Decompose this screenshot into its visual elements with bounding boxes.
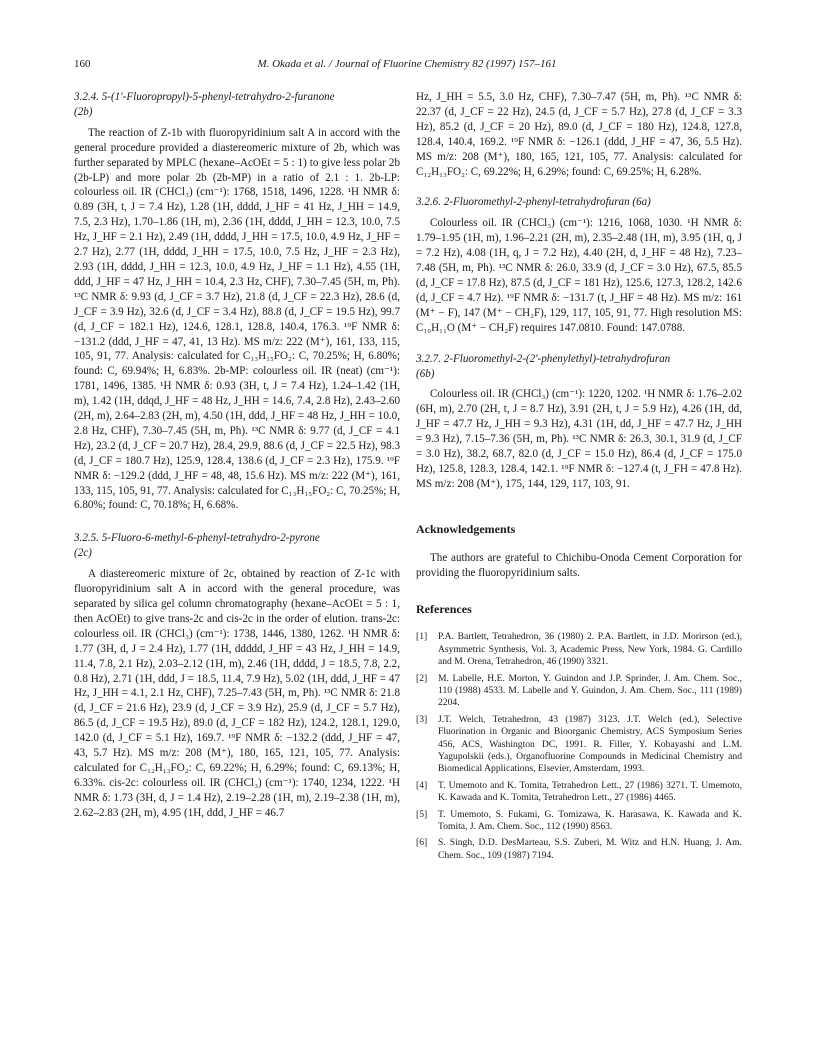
- acknowledgements-body: The authors are grateful to Chichibu-Onoda Cement Corporation for providing the fluoropyridinium salts.: [416, 551, 742, 579]
- section-3-2-5-continued: Hz, J_HH = 5.5, 3.0 Hz, CHF), 7.30–7.47 (5H, m, Ph). ¹³C NMR δ: 22.37 (d, J_CF = 22 Hz), 24.5 (d, J_CF = 5.7 Hz), 27.8 (d, J_CF = 3.3 Hz), 85.2 (d, J_CF = 20 Hz), 89.0 (d, J_CF = 180 Hz), 124.8, 127.8, 128.4, 140.4, 169.2. ¹⁹F NMR δ: −126.1 (ddd, J_HF = 47, 36, 5.5 Hz). MS m/z: 208 (M⁺), 180, 165, 121, 105, 77. Analysis: calculated for C₁₂H₁₃FO₂: C, 69.22%; H, 6.29%; found: C, 69.25%; H, 6.28%.: [416, 91, 742, 178]
- acknowledgements-heading: Acknowledgements: [416, 521, 516, 536]
- journal-citation: M. Okada et al. / Journal of Fluorine Chemistry 82 (1997) 157–161: [257, 58, 557, 70]
- references-heading: References: [416, 602, 472, 617]
- section-3-2-5-title: 3.2.5. 5-Fluoro-6-methyl-6-phenyl-tetrahydro-2-pyrone (2c): [74, 532, 320, 560]
- reference-item: [5] T. Umemoto, S. Fukami, G. Tomizawa, K. Harasawa, K. Kawada and K. Tomita, J. Am. Chem. Soc., 112 (1990) 8563.: [416, 808, 742, 833]
- reference-item: [6] S. Singh, D.D. DesMarteau, S.S. Zuberi, M. Witz and H.N. Huang, J. Am. Chem. Soc., 109 (1987) 7194.: [416, 837, 742, 861]
- section-3-2-5-body: A diastereomeric mixture of 2c, obtained by reaction of Z-1c with fluoropyridinium salt A in accord with the general procedure, was separated by silica gel column chromatography (hexane–AcOEt = 5 : 1, then AcOEt) to give trans-2c and cis-2c in the order of elution. trans-2c: colourless oil. IR (CHCl₃) (cm⁻¹): 1738, 1446, 1380, 1262. ¹H NMR δ: 1.77 (3H, d, J = 2.4 Hz), 1.77 (1H, ddddd, J_HF = 43 Hz, J_HH = 14.9, 11.4, 7.8, 2.1 Hz), 2.03–2.12 (1H, m), 2.46 (1H, dddd, J = 18.5, 7.8, 2.2, 0.8 Hz), 2.71 (1H, ddd, J = 18.5, 11.4, 7.9 Hz), 5.02 (1H, ddd, J_HF = 47 Hz, J_HH = 4.1, 2.1 Hz, CHF), 7.25–7.43 (5H, m, Ph). ¹³C NMR δ: 21.8 (d, J_CF = 21.6 Hz), 23.9 (d, J_CF = 3.9 Hz), 25.9 (d, J_CF = 5.7 Hz), 86.5 (d, J_CF = 19.5 Hz), 89.0 (d, J_CF = 182 Hz), 124.2, 128.1, 129.0, 142.0 (d, J_CF = 5.1 Hz), 169.7. ¹⁹F NMR δ: −132.2 (ddd, J_HF = 47, 43, 5.7 Hz). MS m/z: 208 (M⁺), 180, 165, 121, 105, 77. Analysis: calculated for C₁₂H₁₃FO₂: C, 69.22%; H, 6.29%; found: C, 69.13%; H, 6.33%. cis-2c: colourless oil. IR (CHCl₃) (cm⁻¹): 1740, 1234, 1222. ¹H NMR δ: 1.73 (3H, d, J = 1.4 Hz), 2.19–2.28 (1H, m), 2.19–2.38 (1H, m), 2.62–2.83 (2H, m), 4.95 (1H, ddd, J_HF = 46.7: [74, 568, 400, 819]
- right-column: [416, 90, 742, 866]
- page-number: 160: [74, 58, 91, 70]
- reference-item: [3] J.T. Welch, Tetrahedron, 43 (1987) 3123. J.T. Welch (ed.), Selective Fluorination in Organic and Bioorganic Chemistry, ACS Symposium Series 456, ACS, Washington DC, 1991. R. Filler, Y. Kobayashi and L.M. Yagupolskii (eds.), Organofluorine Compounds in Medicinal Chemistry and Biomedical Applications, Elsevier, Amsterdam, 1993.: [416, 713, 742, 775]
- section-3-2-7-body: Colourless oil. IR (CHCl₃) (cm⁻¹): 1220, 1202. ¹H NMR δ: 1.76–2.02 (6H, m), 2.70 (2H, t, J = 8.7 Hz), 3.91 (2H, t, J = 5.9 Hz), 4.26 (1H, dd, J_HF = 47.7 Hz, J_HH = 9.3 Hz), 4.31 (1H, dd, J_HF = 47.7 Hz, J_HH = 9.3 Hz), 7.15–7.36 (5H, m, Ph). ¹³C NMR δ: 26.3, 30.1, 31.9 (d, J_CF = 3.0 Hz), 38.2, 68.7, 82.0 (d, J_CF = 15.0 Hz), 86.4 (d, J_CF = 175.0 Hz), 125.8, 128.3, 128.4, 142.1. ¹⁹F NMR δ: −127.4 (t, J_FH = 47.8 Hz). MS m/z: 208 (M⁺), 175, 144, 129, 117, 103, 91.: [416, 388, 742, 490]
- reference-item: [4] T. Umemoto and K. Tomita, Tetrahedron Lett., 27 (1986) 3271. T. Umemoto, K. Kawada and K. Tomita, Tetrahedron Lett., 27 (1986) 4465.: [416, 779, 742, 804]
- reference-item: [1] P.A. Bartlett, Tetrahedron, 36 (1980) 2. P.A. Bartlett, in J.D. Morirson (ed.), Asymmetric Synthesis, Vol. 3, Academic Press, New York, 1984. G. Cardillo and M. Orena, Tetrahedron, 46 (1990) 3321.: [416, 631, 742, 668]
- reference-item: [2] M. Labelle, H.E. Morton, Y. Guindon and J.P. Sprinder, J. Am. Chem. Soc., 110 (1988) 4533. M. Labelle and Y. Guindon, J. Am. Chem. Soc., 111 (1989) 2204.: [416, 672, 742, 709]
- left-column: [74, 90, 400, 821]
- reference-list: [416, 631, 742, 862]
- section-3-2-4-body: The reaction of Z-1b with fluoropyridinium salt A in accord with the general procedure provided a diastereomeric mixture of 2b, which was further separated by MPLC (hexane–AcOEt = 5 : 1) to give less polar 2b (2b-LP) and more polar 2b (2b-MP) in a ratio of 2.1 : 1. 2b-LP: colourless oil. IR (CHCl₃) (cm⁻¹): 1768, 1518, 1496, 1228. ¹H NMR δ: 0.89 (3H, t, J = 7.4 Hz), 1.28 (1H, dddd, J_HF = 41 Hz, J_HH = 14.9, 7.5, 2.3 Hz), 1.70–1.86 (1H, m), 2.36 (1H, dddd, J_HH = 12.3, 10.0, 7.5 Hz, J_HF = 2.1 Hz), 2.49 (1H, dddd, J_HH = 17.5, 10.0, 4.9 Hz, J_HF = 2.7 Hz), 2.77 (1H, dddd, J_HH = 17.5, 10.0, 7.5 Hz, J_HF = 2.3 Hz), 2.93 (1H, dddd, J_HH = 12.3, 10.0, 4.9 Hz, J_HF = 1.1 Hz), 4.55 (1H, ddd, J_HF = 47 Hz, J_HH = 10.4, 2.3 Hz, CHF), 7.30–7.45 (5H, m, Ph). ¹³C NMR δ: 9.93 (d, J_CF = 3.7 Hz), 21.8 (d, J_CF = 22.3 Hz), 28.6 (d, J_CF = 3.9 Hz), 32.6 (d, J_CF = 3.4 Hz), 88.8 (d, J_CF = 19.5 Hz), 99.7 (d, J_CF = 182.1 Hz), 124.6, 128.1, 128.8, 140.4, 176.3. ¹⁹F NMR δ: −131.2 (ddd, J_HF = 47, 41, 13 Hz). MS m/z: 222 (M⁺), 161, 133, 115, 105, 91, 77. Analysis: calculated for C₁₃H₁₅FO₂: C, 70.25%; H, 6.80%; found: C, 69.94%; H, 6.83%. 2b-MP: colourless oil. IR (neat) (cm⁻¹): 1781, 1496, 1385. ¹H NMR δ: 0.93 (3H, t, J = 7.4 Hz), 1.24–1.42 (1H, m), 1.42 (1H, ddqd, J_HF = 48 Hz, J_HH = 14.6, 7.4, 2.8 Hz), 2.43–2.60 (2H, m), 2.64–2.83 (2H, m), 4.50 (1H, ddd, J_HF = 48 Hz, J_HH = 10.0, 2.8 Hz, CHF), 7.30–7.45 (5H, m, Ph). ¹³C NMR δ: 9.77 (d, J_CF = 4.1 Hz), 23.2 (d, J_CF = 20.7 Hz), 28.4, 29.9, 88.6 (d, J_CF = 22.5 Hz), 98.3 (d, J_CF = 180.7 Hz), 125.9, 128.4, 138.6 (d, J_CF = 2.3 Hz), 175.9. ¹⁹F NMR δ: −129.2 (ddd, J_HF = 48, 48, 15.6 Hz). MS m/z: 222 (M⁺), 161, 133, 115, 105, 91, 77. Analysis: calculated for C₁₃H₁₅FO₂: C, 70.25%; H, 6.80%; found: C, 70.18%; H, 6.68%.: [74, 126, 400, 512]
- section-3-2-4-title: 3.2.4. 5-(1′-Fluoropropyl)-5-phenyl-tetrahydro-2-furanone (2b): [74, 91, 335, 118]
- section-3-2-6-body: Colourless oil. IR (CHCl₃) (cm⁻¹): 1216, 1068, 1030. ¹H NMR δ: 1.79–1.95 (1H, m), 1.96–2.21 (2H, m), 2.35–2.48 (1H, m), 3.95 (1H, q, J = 7.2 Hz), 4.08 (1H, q, J = 7.2 Hz), 4.40 (2H, d, J_HF = 48 Hz), 7.23–7.48 (5H, m, Ph). ¹³C NMR δ: 26.0, 33.9 (d, J_CF = 3.0 Hz), 67.5, 85.5 (d, J_CF = 17.8 Hz), 87.5 (d, J_CF = 181 Hz), 125.6, 127.3, 128.2, 142.6 (d, J_CF = 4.7 Hz). ¹⁹F NMR δ: −131.7 (t, J_HF = 48 Hz). MS m/z: 161 (M⁺ − F), 147 (M⁺ − CH₂F), 129, 117, 105, 91, 77. High resolution MS: C₁₀H₁₁O (M⁺ − CH₂F) requires 147.0810. Found: 147.0788.: [416, 217, 742, 334]
- section-3-2-6-title: 3.2.6. 2-Fluoromethyl-2-phenyl-tetrahydrofuran (6a): [416, 196, 651, 209]
- section-3-2-7-title: 3.2.7. 2-Fluoromethyl-2-(2′-phenylethyl)-tetrahydrofuran (6b): [416, 352, 671, 380]
